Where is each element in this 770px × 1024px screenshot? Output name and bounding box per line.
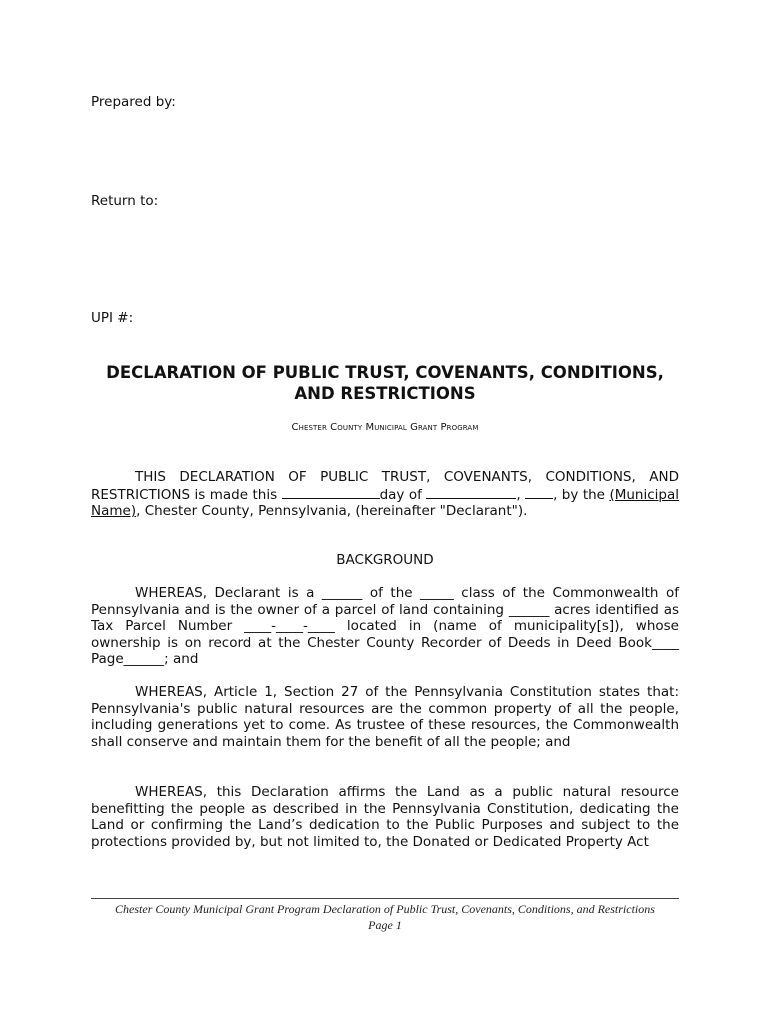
- document-subtitle: Chester County Municipal Grant Program: [291, 422, 479, 433]
- footer-title: Chester County Municipal Grant Program Declaration of Public Trust, Covenants, Conditions, and Restrictions: [115, 902, 655, 916]
- footer-divider: [91, 898, 679, 899]
- intro-paragraph: [91, 469, 679, 520]
- intro-text-5: , Chester County, Pennsylvania, (hereinafter "Declarant").: [136, 503, 528, 520]
- whereas-2-text: WHEREAS, Article 1, Section 27 of the Pennsylvania Constitution states that: Pennsylvania's public natural resources are the common property of all the people, including generations yet to come. As trustee of these resources, the Commonwealth shall conserve and maintain them for the benefit of all the people; and: [91, 684, 679, 750]
- whereas-paragraph-3: [91, 784, 679, 850]
- upi-label: UPI #:: [91, 310, 134, 326]
- year-blank: [525, 486, 553, 499]
- title-line-2: AND RESTRICTIONS: [294, 384, 476, 403]
- intro-text-3: ,: [516, 486, 526, 503]
- day-blank: [282, 486, 380, 499]
- intro-text-4: , by the: [553, 486, 610, 503]
- intro-text-1: THIS DECLARATION OF PUBLIC TRUST, COVENANTS, CONDITIONS, AND RESTRICTIONS is made this: [91, 469, 679, 503]
- return-to-label: Return to:: [91, 193, 159, 209]
- whereas-1-text: WHEREAS, Declarant is a ______ of the _____ class of the Commonwealth of Pennsylvania and is the owner of a parcel of land containing ______ acres identified as Tax Parcel Number ____-____-____ located in (name of municipality[s]), whose ownership is on record at the Chester County Recorder of Deeds in Deed Book____ Page______; and: [91, 585, 679, 668]
- municipal-name: (Municipal Name): [91, 486, 679, 520]
- document-title: [90, 362, 680, 404]
- intro-text-2: day of: [379, 486, 427, 503]
- background-heading: BACKGROUND: [336, 552, 434, 568]
- page-number: Page 1: [368, 917, 402, 932]
- prepared-by-label: Prepared by:: [91, 94, 176, 110]
- page-footer: [91, 902, 679, 933]
- whereas-3-text: WHEREAS, this Declaration affirms the Land as a public natural resource benefitting the people as described in the Pennsylvania Constitution, dedicating the Land or confirming the Land’s dedication to the Public Purposes and subject to the protections provided by, but not limited to, the Donated or Dedicated Property Act: [91, 784, 679, 850]
- whereas-paragraph-1: [91, 585, 679, 668]
- month-blank: [426, 486, 516, 499]
- whereas-paragraph-2: [91, 684, 679, 750]
- title-line-1: DECLARATION OF PUBLIC TRUST, COVENANTS, CONDITIONS,: [106, 363, 664, 382]
